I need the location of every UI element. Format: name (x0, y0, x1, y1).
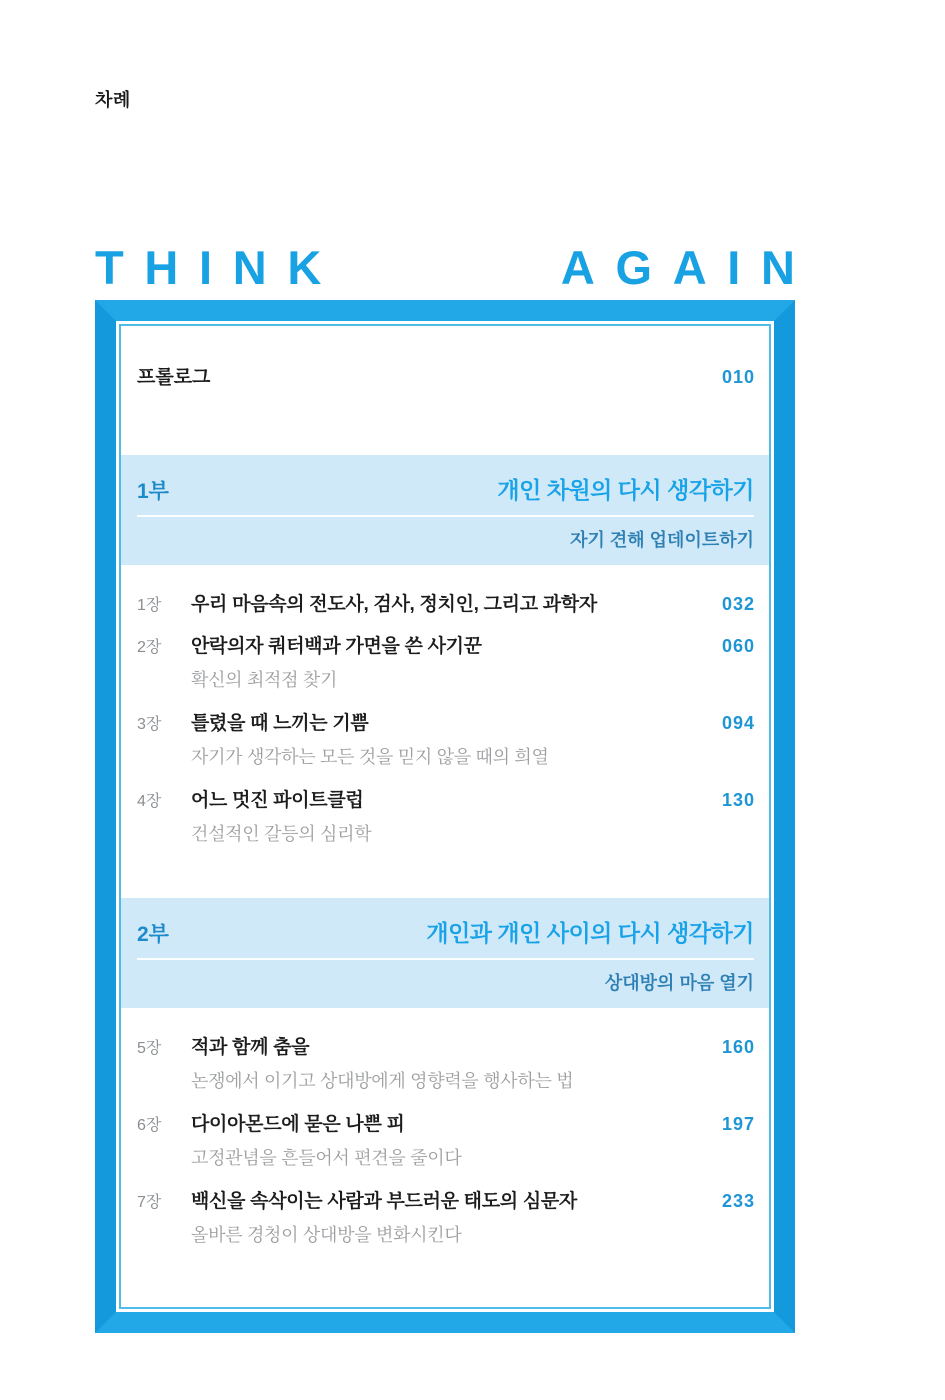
chapter-1-row (137, 589, 755, 616)
chapter-4-title: 어느 멋진 파이트클럽 (191, 790, 364, 811)
chapter-3-number: 3장 (137, 716, 162, 733)
chapter-6 (137, 1109, 755, 1170)
chapter-4-subtitle: 건설적인 갈등의 심리학 (191, 824, 372, 844)
chapter-3-subtitle: 자기가 생각하는 모든 것을 믿지 않을 때의 희열 (191, 747, 549, 767)
prologue-page-number: 010 (721, 367, 755, 387)
toc-content (121, 326, 769, 1307)
chapter-2 (137, 631, 755, 692)
toc-frame-inner (119, 324, 771, 1309)
chapter-7-row (137, 1186, 755, 1213)
prologue-label: 프롤로그 (137, 367, 211, 388)
chapter-2-title: 안락의자 쿼터백과 가면을 쓴 사기꾼 (191, 636, 482, 657)
chapter-2-number: 2장 (137, 639, 162, 656)
chapter-6-subtitle: 고정관념을 흔들어서 편견을 줄이다 (191, 1148, 462, 1168)
chapter-1-title: 우리 마음속의 전도사, 검사, 정치인, 그리고 과학자 (191, 594, 597, 615)
part-2-chapters (121, 1032, 769, 1247)
chapter-2-row (137, 631, 755, 658)
chapter-6-page-number: 197 (721, 1114, 755, 1134)
book-title-word-1: THINK (95, 241, 342, 294)
chapter-2-page-number: 060 (721, 636, 755, 656)
chapter-4-row (137, 785, 755, 812)
part-2-band (121, 898, 769, 1008)
book-title (95, 241, 816, 294)
toc-frame (95, 300, 795, 1333)
chapter-5-number: 5장 (137, 1040, 162, 1057)
toc-page (95, 0, 816, 1333)
chapter-1-page-number: 032 (721, 594, 755, 614)
chapter-7-page-number: 233 (721, 1191, 755, 1211)
chapter-4-page-number: 130 (721, 790, 755, 810)
chapter-7-title: 백신을 속삭이는 사람과 부드러운 태도의 심문자 (191, 1191, 577, 1212)
part-2-number: 2부 (137, 923, 169, 946)
chapter-1-number: 1장 (137, 597, 162, 614)
chapter-4 (137, 785, 755, 846)
chapter-5 (137, 1032, 755, 1093)
chapter-3-page-number: 094 (721, 713, 755, 733)
part-1-subtitle: 자기 견해 업데이트하기 (570, 530, 754, 550)
chapter-3-title: 틀렸을 때 느끼는 기쁨 (191, 713, 369, 734)
part-1-title: 개인 차원의 다시 생각하기 (497, 477, 754, 503)
part-1-divider (137, 515, 754, 517)
chapter-5-subtitle: 논쟁에서 이기고 상대방에게 영향력을 행사하는 법 (191, 1071, 574, 1091)
toc-label: 차례 (95, 90, 131, 110)
chapter-6-title: 다이아몬드에 묻은 나쁜 피 (191, 1114, 405, 1135)
chapter-7 (137, 1186, 755, 1247)
book-title-word-2: AGAIN (560, 241, 816, 294)
chapter-3 (137, 708, 755, 769)
part-1-number: 1부 (137, 480, 169, 503)
chapter-5-title: 적과 함께 춤을 (191, 1037, 310, 1058)
chapter-3-row (137, 708, 755, 735)
prologue-row (121, 346, 769, 389)
chapter-2-subtitle: 확신의 최적점 찾기 (191, 670, 338, 690)
chapter-5-page-number: 160 (721, 1037, 755, 1057)
part-2-header (137, 915, 754, 948)
chapter-6-row (137, 1109, 755, 1136)
chapter-6-number: 6장 (137, 1117, 162, 1134)
part-2-title: 개인과 개인 사이의 다시 생각하기 (426, 920, 754, 946)
chapter-1 (137, 589, 755, 616)
part-1-band (121, 455, 769, 565)
chapter-7-number: 7장 (137, 1194, 162, 1211)
part-2-divider (137, 958, 754, 960)
chapter-7-subtitle: 올바른 경청이 상대방을 변화시킨다 (191, 1225, 462, 1245)
chapter-4-number: 4장 (137, 793, 162, 810)
chapter-5-row (137, 1032, 755, 1059)
part-2-subtitle: 상대방의 마음 열기 (604, 973, 754, 993)
part-1-chapters (121, 589, 769, 846)
part-1-header (137, 472, 754, 505)
